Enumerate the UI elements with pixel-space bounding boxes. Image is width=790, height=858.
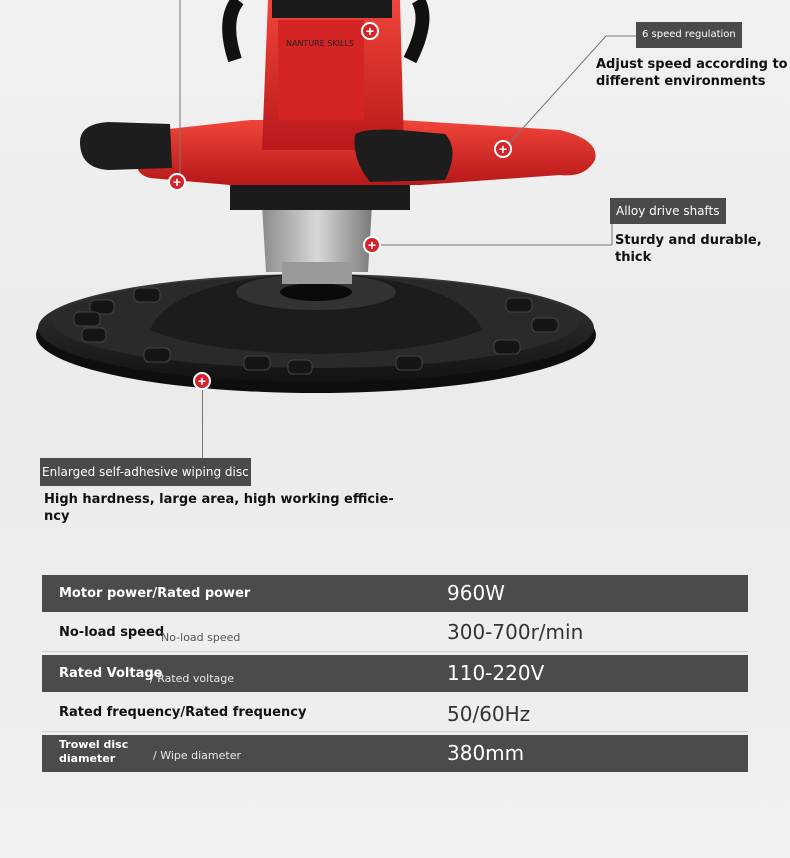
speed-regulation-tag: 6 speed regulation bbox=[636, 22, 742, 48]
spec-label: Rated Voltage bbox=[59, 666, 163, 681]
drive-shaft-desc: Sturdy and durable, thick bbox=[615, 233, 762, 265]
marker-shaft: + bbox=[363, 236, 381, 254]
spec-row-motor-power bbox=[42, 575, 748, 612]
spec-sublabel: / Rated voltage bbox=[150, 672, 235, 685]
drive-shaft-tag: Alloy drive shafts bbox=[610, 198, 726, 224]
spec-value: 50/60Hz bbox=[447, 702, 531, 726]
marker-top: + bbox=[361, 22, 379, 40]
wiping-disc-tag: Enlarged self-adhesive wiping disc bbox=[40, 458, 251, 486]
spec-value: 110-220V bbox=[447, 661, 545, 685]
spec-row-rated-voltage bbox=[42, 655, 748, 692]
marker-handle: + bbox=[168, 173, 186, 191]
spec-label: Rated frequency/Rated frequency bbox=[59, 705, 307, 720]
wiping-disc-desc: High hardness, large area, high working efficie- ncy bbox=[44, 492, 394, 524]
motor-label: NANTURE SKILLS bbox=[285, 39, 355, 48]
wiping-disc bbox=[36, 272, 596, 393]
marker-speed: + bbox=[494, 140, 512, 158]
spec-row-no-load-speed bbox=[42, 614, 748, 652]
spec-sublabel: No-load speed bbox=[161, 631, 241, 644]
spec-label: Trowel disc diameter bbox=[59, 738, 129, 765]
machine-body bbox=[80, 0, 596, 185]
marker-disc: + bbox=[193, 372, 211, 390]
gearbox bbox=[230, 180, 410, 284]
spec-row-trowel-diameter bbox=[42, 735, 748, 772]
disc-leader-line bbox=[202, 390, 203, 458]
spec-label: No-load speed bbox=[59, 625, 165, 640]
speed-regulation-desc: Adjust speed according to different environments bbox=[596, 57, 788, 89]
spec-value: 380mm bbox=[447, 741, 525, 765]
spec-sublabel: / Wipe diameter bbox=[153, 749, 242, 762]
spec-row-rated-frequency bbox=[42, 694, 748, 732]
spec-value: 960W bbox=[447, 581, 505, 605]
spec-value: 300-700r/min bbox=[447, 620, 584, 644]
spec-label: Motor power/Rated power bbox=[59, 586, 251, 601]
